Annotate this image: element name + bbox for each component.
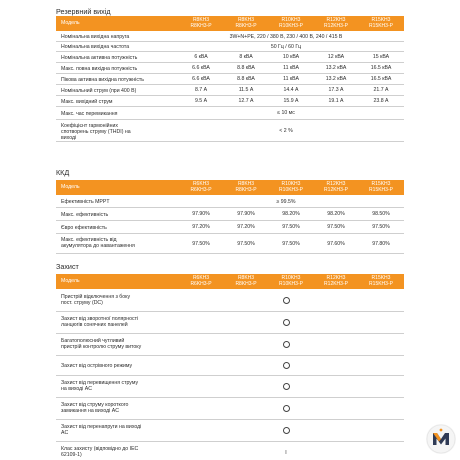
table-body-protection: [56, 290, 404, 460]
table-row: Макс. ефективність від акумулятора до навантаження 97.50% 97.50% 97.50% 97.60% 97.80%: [56, 234, 404, 254]
supported-circle-icon: [283, 319, 290, 326]
model-col-2: R8KH3 R8KH3-P: [235, 17, 257, 30]
table-row: Захист від струму короткого замикання на виході AC: [56, 398, 404, 420]
model-col-2: R8KH3 R8KH3-P: [235, 275, 257, 288]
table-row: Номінальна вихідна напруга 3W+N+PE, 220 / 380 В, 230 / 400 В, 240 / 415 В: [56, 32, 404, 42]
supported-circle-icon: [283, 297, 290, 304]
table-body-backup: [56, 32, 404, 142]
model-col-4: R12KH3 R12KH3-P: [324, 275, 348, 288]
table-row: Ефективність MPPT ≥ 99.5%: [56, 196, 404, 208]
brand-m-logo-icon: [426, 424, 456, 454]
section-title-protection: Захист: [56, 262, 79, 271]
table-row: Пікова активна вихідна потужність 6.6 кВА 8.8 кВА 11 кВА 13.2 кВА 16.5 кВА: [56, 74, 404, 85]
model-col-5: R15KH3 R15KH3-P: [369, 181, 393, 194]
table-row: Клас захисту (відповідно до IEC 62109-1) I: [56, 442, 404, 460]
brand-m-logo-svg: [426, 424, 456, 454]
table-row: Макс. ефективність 97.90% 97.90% 98.20% 98.20% 98.50%: [56, 208, 404, 221]
table-row: Номінальна активна потужність 6 кВА 8 кВА 10 кВА 12 кВА 15 кВА: [56, 52, 404, 63]
table-row: Номінальна вихідна частота 50 Гц / 60 Гц: [56, 42, 404, 52]
table-row: Макс. повна вихідна потужність 6.6 кВА 8.8 кВА 11 кВА 13.2 кВА 16.5 кВА: [56, 63, 404, 74]
table-row: Коефіцієнт гармонійних спотворень струму (THDI) на виході < 2 %: [56, 120, 404, 142]
model-col-5: R15KH3 R15KH3-P: [369, 275, 393, 288]
model-col-3: R10KH3 R10KH3-P: [279, 181, 303, 194]
table-body-efficiency: [56, 196, 404, 254]
table-row: Пристрій відключення з боку пост. струму (DC): [56, 290, 404, 312]
model-col-1: R6KH3 R6KH3-P: [190, 181, 212, 194]
table-row: Макс. вихідний струм 9.5 А 12.7 А 15.9 А 19.1 А 23.8 А: [56, 96, 404, 107]
model-col-2: R8KH3 R8KH3-P: [235, 181, 257, 194]
section-title-backup: Резервний вихід: [56, 7, 111, 16]
model-col-4: R12KH3 R12KH3-P: [324, 181, 348, 194]
model-col-3: R10KH3 R10KH3-P: [279, 275, 303, 288]
model-header-label: Модель: [61, 20, 80, 26]
table-header-efficiency: [56, 180, 404, 195]
model-col-3: R10KH3 R10KH3-P: [279, 17, 303, 30]
model-col-4: R12KH3 R12KH3-P: [324, 17, 348, 30]
supported-circle-icon: [283, 405, 290, 412]
supported-circle-icon: [283, 341, 290, 348]
table-row: Євро ефективність 97.20% 97.20% 97.50% 97.50% 97.50%: [56, 221, 404, 234]
model-header-label: Модель: [61, 184, 80, 190]
supported-circle-icon: [283, 427, 290, 434]
table-row: Багатополюсний чутливий пристрій контролю струму витоку: [56, 334, 404, 356]
section-title-efficiency: ККД: [56, 168, 70, 177]
table-row: Захист від перенапруги на виході AC: [56, 420, 404, 442]
model-col-5: R15KH3 R15KH3-P: [369, 17, 393, 30]
table-row: Захист від зворотної полярності ланцюгів сонячних панелей: [56, 312, 404, 334]
supported-circle-icon: [283, 383, 290, 390]
model-col-1: R6KH3 R6KH3-P: [190, 275, 212, 288]
table-header-backup: [56, 16, 404, 31]
table-row: Захист від перевищення струму на виході AC: [56, 376, 404, 398]
model-header-label: Модель: [61, 278, 80, 284]
table-row: Макс. час перемикання ≤ 10 мс: [56, 107, 404, 120]
supported-circle-icon: [283, 362, 290, 369]
table-row: Номінальний струм (при 400 В) 8.7 А 11.5 А 14.4 А 17.3 А 21.7 А: [56, 85, 404, 96]
model-col-1: R8KH3 R8KH3-P: [190, 17, 212, 30]
table-row: Захист від острівного режиму: [56, 356, 404, 376]
table-header-protection: [56, 274, 404, 289]
